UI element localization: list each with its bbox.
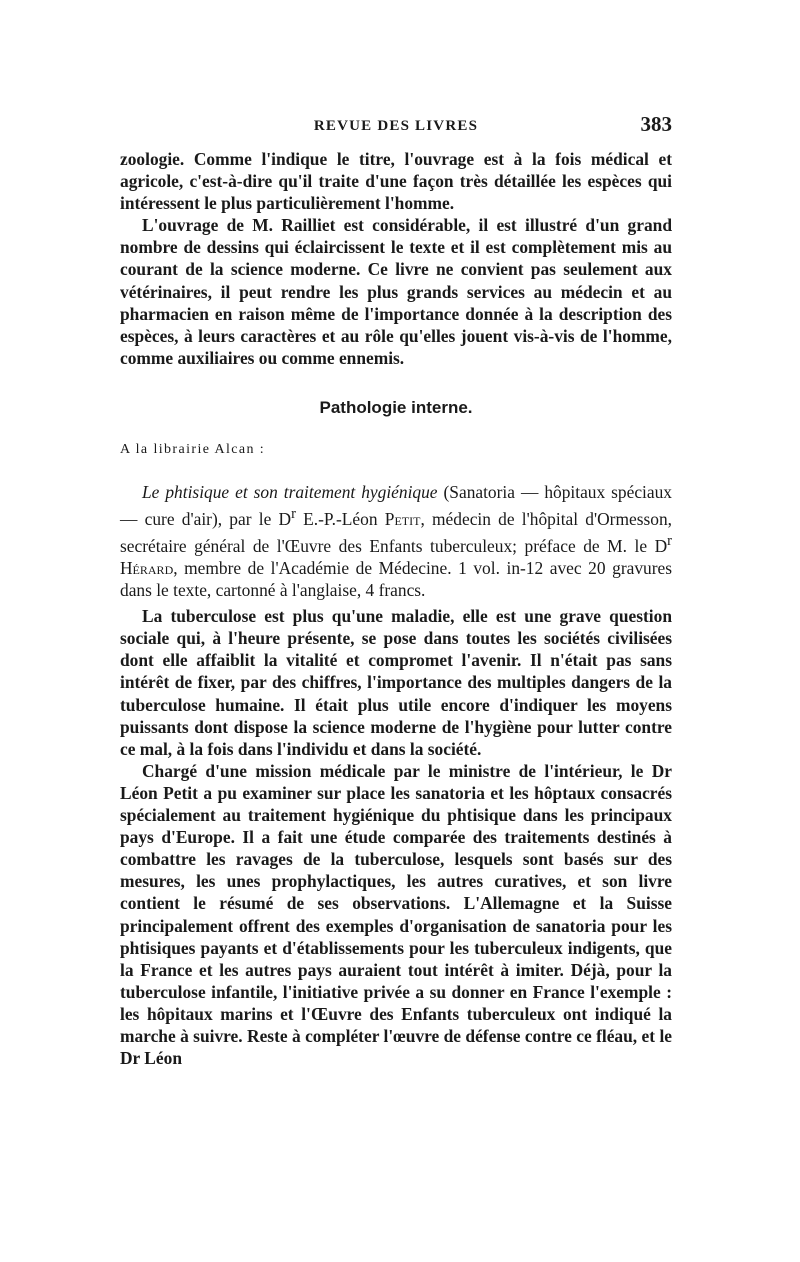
preface-author: Hérard (120, 558, 174, 578)
paragraph-railliet: L'ouvrage de M. Railliet est considérable, il est illustré d'un grand nombre de dessins qui éclaircissent le texte et il est complètement mis au courant de la science moderne. Ce livre ne convient pas seulement aux vétérinaires, il peut rendre les plus grands services au médecin et au pharmacien en raison même de l'importance donnée à la description des espèces, à leurs caractères et au rôle qu'elles jouent vis-à-vis de l'homme, comme auxiliaires ou comme ennemis. (120, 215, 672, 368)
book-author: E.-P.-Léon (295, 509, 385, 530)
book-ref-part1: (Sanatoria — hôpitaux spéciaux— cure d'air), par le D (120, 482, 672, 530)
book-reference (120, 481, 672, 601)
book-author-surname: Petit (384, 509, 421, 530)
paragraph-mission: Chargé d'une mission médicale par le ministre de l'intérieur, le Dr Léon Petit a pu examiner sur place les sanatoria et les hôptaux consacrés spécialement au traitement hygiénique du phtisique dans les principaux pays d'Europe. Il a fait une étude comparée des traitements destinés à combattre les ravages de la tuberculose, lesquels sont basés sur des mesures, les unes prophylactiques, les autres curatives, et son livre contient le résumé de ses observations. L'Allemagne et la Suisse principalement offrent des exemples d'organisation de sanatoria pour les phtisiques payants et d'établissements pour les tuberculeux indigents, que la France et les autres pays auraient tout intérêt à imiter. Déjà, pour la tuberculose infantile, l'initiative privée a su donner en France l'exemple : les hôpitaux marins et l'Œuvre des Enfants tuberculeux ont indiqué la marche à suivre. Reste à compléter l'œuvre de défense contre ce fléau, et le Dr Léon (120, 760, 672, 1069)
book-ref-part3: , membre de l'Académie de Médecine. 1 vol. in-12 avec 20 gravures dans le texte, cartonné à l'anglaise, 4 francs. (120, 558, 672, 601)
book-ref-part2: , médecin de l'hôpital d'Ormesson, secrétaire général de l'Œuvre des Enfants tuberculeux; préface de M. le D (120, 509, 672, 556)
section-heading: Pathologie interne. (319, 397, 473, 417)
paragraph-zoologie: zoologie. Comme l'indique le titre, l'ouvrage est à la fois médical et agricole, c'est-à-dire qu'il traite d'une façon très détaillée les espèces qui intéressent le plus particulièrement l'homme. (120, 149, 672, 214)
paragraph-tuberculose: La tuberculose est plus qu'une maladie, elle est une grave question sociale qui, à l'heure présente, se pose dans toutes les sociétés civilisées dont elle affaiblit la vitalité et compromet l'avenir. Il n'était pas sans intérêt de fixer, par des chiffres, l'importance des multiples dangers de la tuberculose humaine. Il était plus utile encore d'indiquer les moyens puissants dont dispose la science moderne de l'hygiène pour lutter contre ce mal, à la fois dans l'individu et dans la société. (120, 606, 672, 759)
running-title: REVUE DES LIVRES (313, 118, 479, 134)
dr-superscript: r (291, 506, 296, 523)
dr-superscript-2: r (667, 533, 672, 550)
page-body (120, 148, 672, 1069)
page-header (120, 112, 672, 144)
page-number: 383 (640, 112, 672, 136)
publisher-line: A la librairie Alcan : (120, 442, 266, 458)
book-title: Le phtisique et son traitement hygiénique (142, 482, 438, 503)
